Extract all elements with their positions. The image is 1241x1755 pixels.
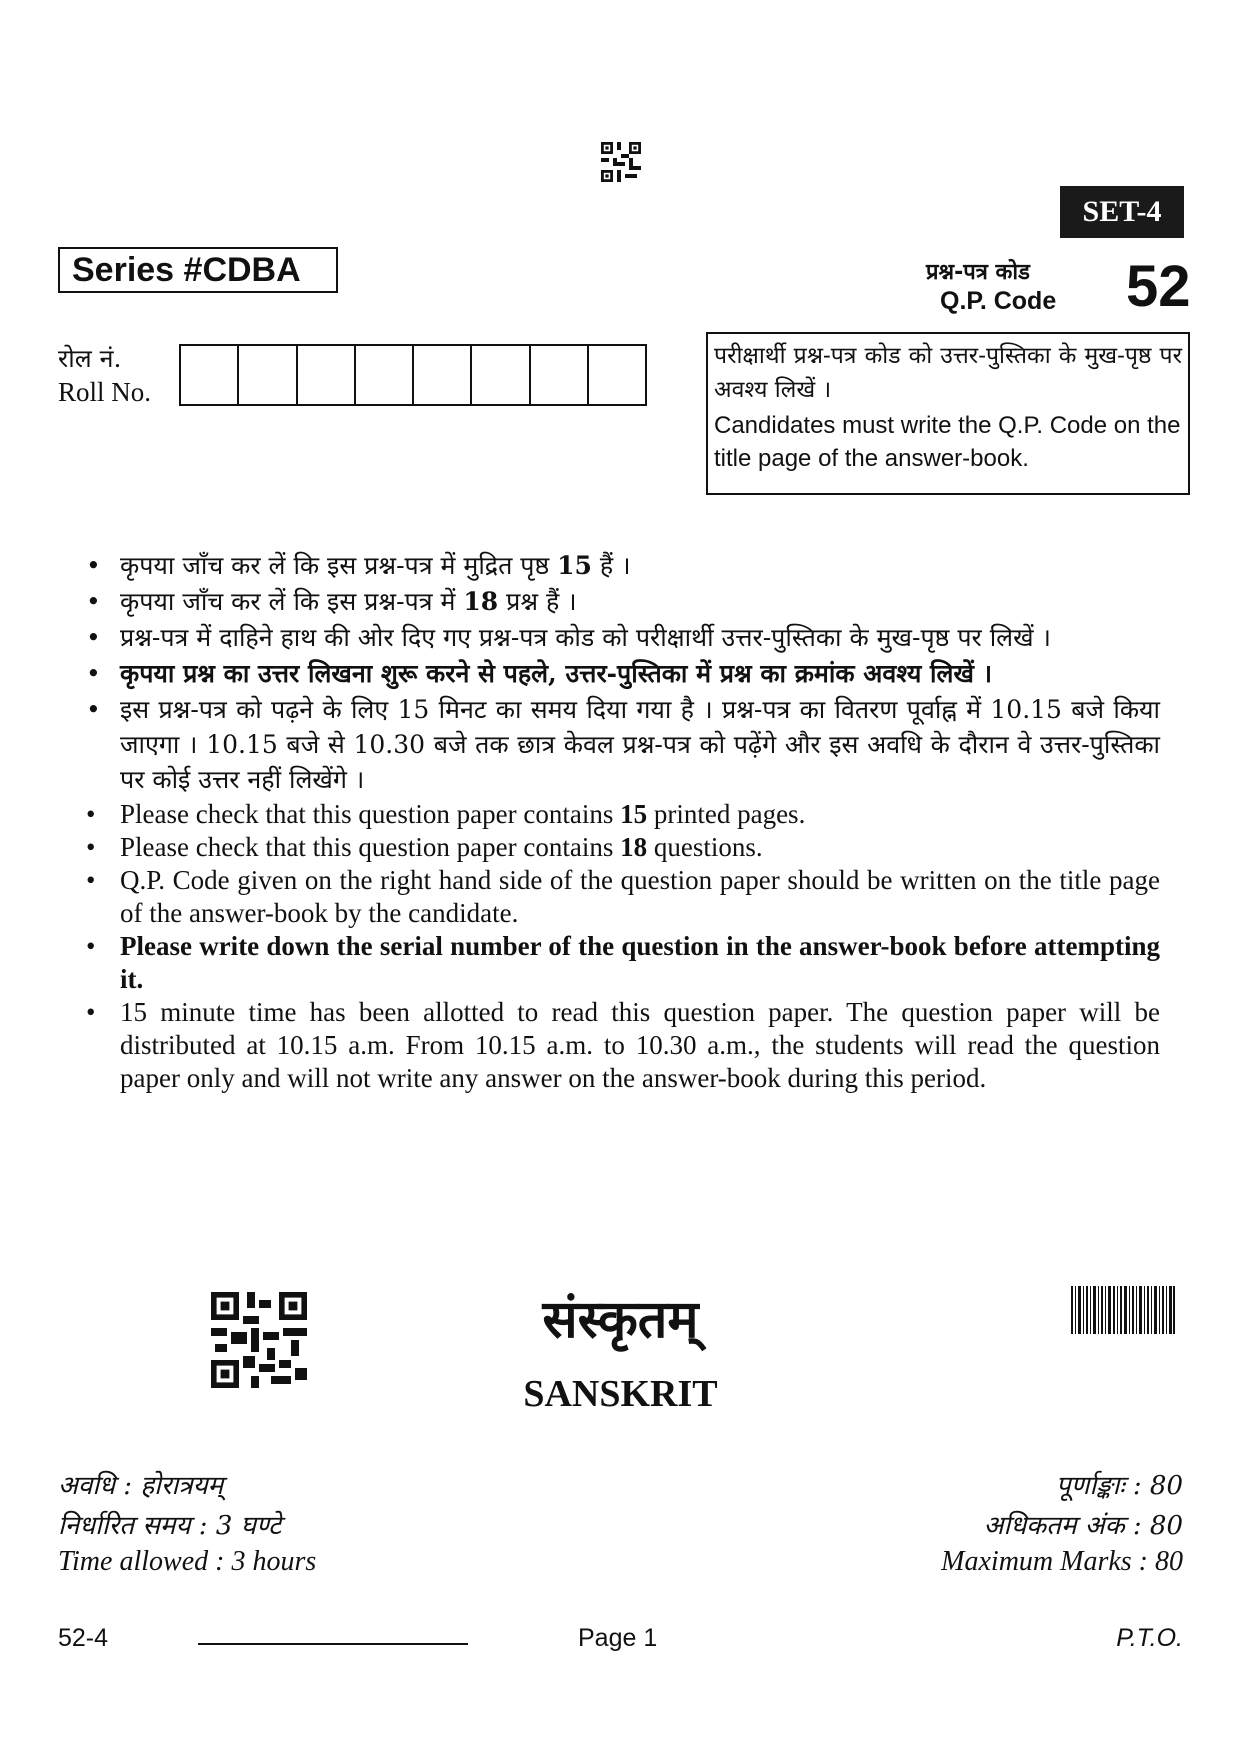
list-item: • कृपया जाँच कर लें कि इस प्रश्न-पत्र में मुद्रित पृष्ठ 15 हैं ।: [80, 548, 1160, 583]
roll-cell[interactable]: [298, 346, 356, 404]
roll-cell[interactable]: [414, 346, 472, 404]
list-item: • कृपया प्रश्न का उत्तर लिखना शुरू करने से पहले, उत्तर-पुस्तिका में प्रश्न का क्रमांक अवश्य लिखें ।: [80, 656, 1160, 691]
page-number: Page 1: [578, 1624, 658, 1652]
list-item: • प्रश्न-पत्र में दाहिने हाथ की ओर दिए गए प्रश्न-पत्र कोड को परीक्षार्थी उत्तर-पुस्तिका के मुख-पृष्ठ पर लिखें ।: [80, 620, 1160, 655]
qp-code-label-hindi: प्रश्न-पत्र कोड: [926, 260, 1030, 285]
qp-code-value: 52: [1126, 254, 1191, 319]
time-allowed: Time allowed : 3 hours: [58, 1546, 317, 1577]
list-item: • Please check that this question paper contains 15 printed pages.: [80, 798, 1160, 831]
series-label: Series #CDBA: [58, 247, 338, 293]
total-marks-sanskrit: पूर्णाङ्काः : 80: [1055, 1471, 1183, 1501]
list-item: • इस प्रश्न-पत्र को पढ़ने के लिए 15 मिनट का समय दिया गया है । प्रश्न-पत्र का वितरण पूर्वाह्न में 10.15 बजे किया जाएगा । 10.15 बजे से 10.30 बजे तक छात्र केवल प्रश्न-पत्र को पढ़ेंगे और इस अवधि के दौरान वे उत्तर-पुस्तिका पर कोई उत्तर नहीं लिखेंगे ।: [80, 692, 1160, 797]
list-item: • Please check that this question paper contains 18 questions.: [80, 831, 1160, 864]
roll-cell[interactable]: [239, 346, 297, 404]
roll-cell[interactable]: [181, 346, 239, 404]
page-code: 52-4: [58, 1624, 109, 1652]
roll-label-hindi: रोल नं.: [58, 344, 122, 373]
roll-cell[interactable]: [589, 346, 645, 404]
barcode-icon: [1071, 1286, 1175, 1334]
footer-divider: [198, 1643, 468, 1645]
time-allowed-hindi: निर्धारित समय : 3 घण्टे: [58, 1511, 282, 1541]
qr-code-icon: [601, 142, 641, 182]
list-item: • कृपया जाँच कर लें कि इस प्रश्न-पत्र में 18 प्रश्न हैं ।: [80, 584, 1160, 619]
roll-cell[interactable]: [531, 346, 589, 404]
qp-code-instruction-box: [706, 332, 1190, 495]
instructions-list: [80, 548, 1160, 1095]
maximum-marks-hindi: अधिकतम अंक : 80: [983, 1511, 1183, 1541]
roll-cell[interactable]: [472, 346, 530, 404]
maximum-marks: Maximum Marks : 80: [941, 1546, 1183, 1577]
duration-label: अवधि : होरात्रयम्: [58, 1471, 224, 1501]
instruction-hindi: परीक्षार्थी प्रश्न-पत्र कोड को उत्तर-पुस्तिका के मुख-पृष्ठ पर अवश्य लिखें ।: [714, 343, 1182, 403]
list-item: • 15 minute time has been allotted to read this question paper. The question paper will be distributed at 10.15 a.m. From 10.15 a.m. to 10.30 a.m., the students will read the question paper only and will not write any answer on the answer-book during this period.: [80, 996, 1160, 1095]
roll-label: Roll No.: [58, 377, 152, 407]
subject-title: SANSKRIT: [523, 1373, 718, 1415]
list-item: • Q.P. Code given on the right hand side of the question paper should be written on the title page of the answer-book by the candidate.: [80, 864, 1160, 930]
list-item: • Please write down the serial number of the question in the answer-book before attempting it.: [80, 930, 1160, 996]
instruction-english: Candidates must write the Q.P. Code on the title page of the answer-book.: [714, 412, 1181, 472]
roll-cell[interactable]: [356, 346, 414, 404]
qp-code-label: Q.P. Code: [940, 287, 1057, 315]
roll-number-grid[interactable]: [179, 344, 647, 406]
pto-label: P.T.O.: [1116, 1624, 1183, 1652]
set-badge: SET-4: [1060, 186, 1184, 238]
subject-title-hindi: संस्कृतम्: [542, 1289, 699, 1350]
